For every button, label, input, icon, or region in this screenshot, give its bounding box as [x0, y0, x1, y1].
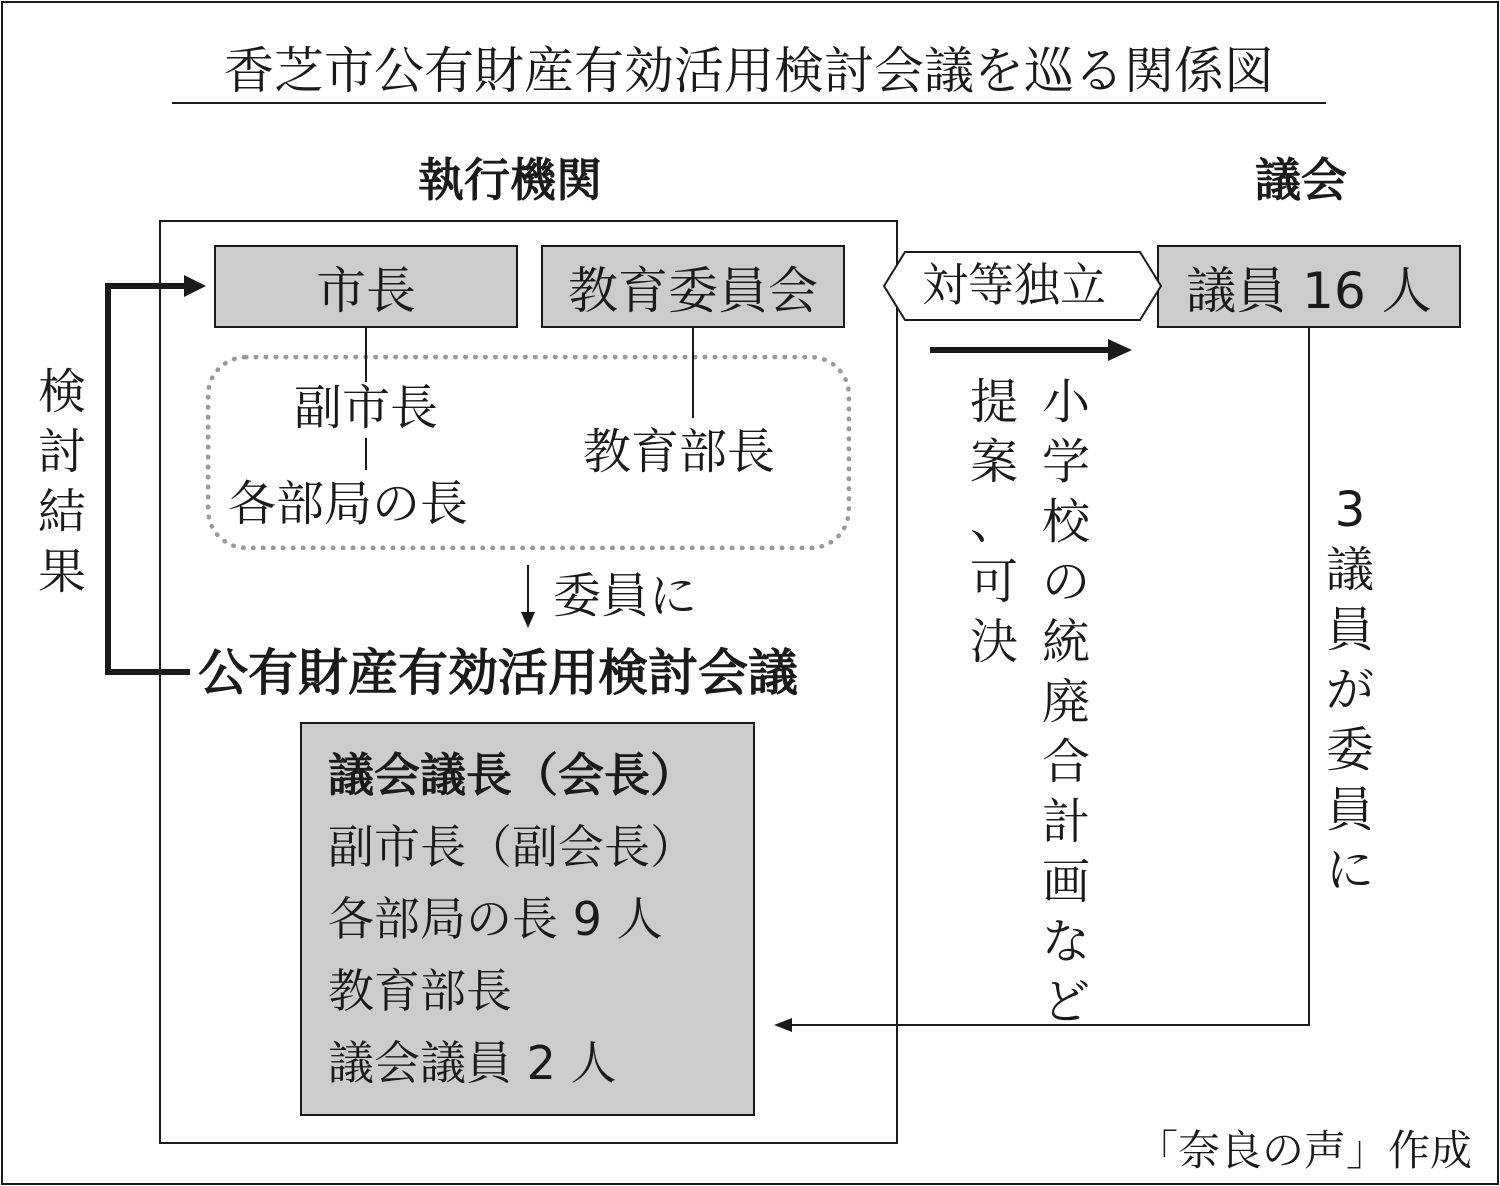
dept-heads-label: 各部局の長: [228, 476, 469, 532]
appoint-label: 委員に: [553, 568, 698, 624]
proposal-label: 提 案 、 可 決: [969, 374, 1018, 670]
education-board-box: 教育委員会: [541, 245, 845, 328]
appoint-arrow-head: [521, 612, 535, 628]
review-arrow-line: [108, 286, 190, 672]
equal-label: 対等独立: [922, 258, 1106, 312]
education-head-label: 教育部長: [583, 424, 776, 480]
heading-executive: 執行機関: [418, 153, 602, 207]
diagram-title: 香芝市公有財産有効活用検討会議を巡る関係図: [172, 40, 1326, 104]
review-result-label: 検 討 結 果: [37, 364, 86, 600]
council-name: 公有財産有効活用検討会議: [198, 644, 798, 702]
members-arrow-head: [774, 1018, 792, 1032]
plan-label: 小 学 校 の 統 廃 合 計 画 な ど: [1041, 374, 1090, 1030]
member-council: 議会議員 2 人: [328, 1036, 617, 1090]
member-chair: 議会議長（会長）: [328, 748, 696, 802]
heading-assembly: 議会: [1255, 153, 1347, 207]
three-members-label: 3 議 員 が 委 員 に: [1325, 482, 1374, 898]
member-edu: 教育部長: [328, 964, 512, 1018]
council-members-box: [300, 722, 755, 1116]
mayor-box: 市長: [214, 245, 518, 328]
credit-label: 「奈良の声」作成: [1136, 1126, 1473, 1175]
proposal-arrow-head: [1108, 339, 1132, 361]
review-arrow-head: [184, 275, 206, 297]
assembly-members-box: 議員 16 人: [1157, 245, 1461, 328]
member-dept: 各部局の長 9 人: [328, 892, 663, 946]
deputy-mayor-label: 副市長: [294, 380, 439, 436]
member-deputy: 副市長（副会長）: [328, 820, 696, 874]
